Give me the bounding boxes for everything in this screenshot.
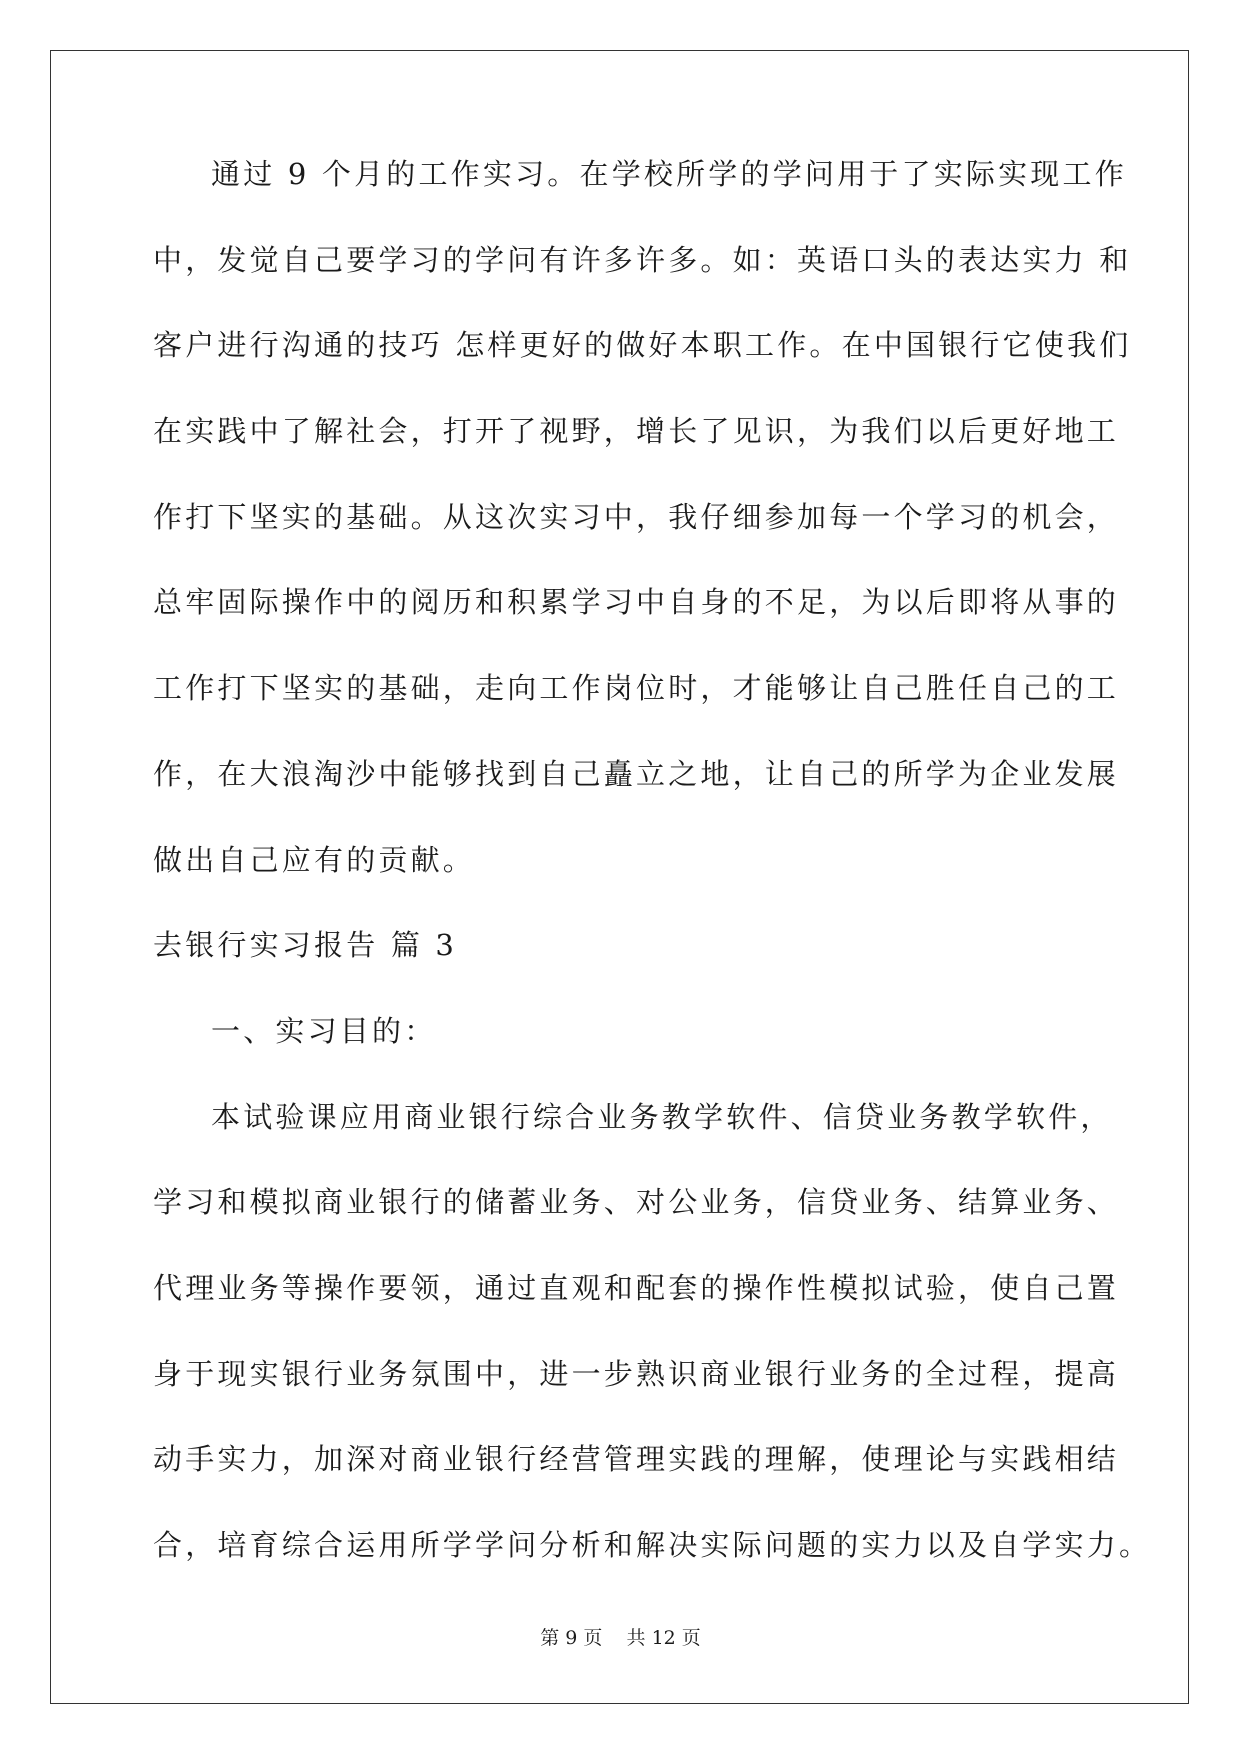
paragraph-line: 做出自己应有的贡献。	[153, 842, 476, 877]
paragraph-line: 中，发觉自己要学习的学问有许多许多。如：英语口头的表达实力 和	[153, 242, 1132, 277]
paragraph-line: 作，在大浪淘沙中能够找到自己矗立之地，让自己的所学为企业发展	[153, 756, 1120, 791]
paragraph-line: 动手实力，加深对商业银行经营管理实践的理解，使理论与实践相结	[153, 1442, 1120, 1477]
paragraph-line: 学习和模拟商业银行的储蓄业务、对公业务，信贷业务、结算业务、	[153, 1185, 1120, 1220]
paragraph-line: 总牢固际操作中的阅历和积累学习中自身的不足，为以后即将从事的	[153, 585, 1120, 620]
paragraph-line: 在实践中了解社会，打开了视野，增长了见识，为我们以后更好地工	[153, 414, 1120, 449]
page-number-footer: 第 9 页 共 12 页	[540, 1627, 701, 1649]
paragraph-line: 通过 9 个月的工作实习。在学校所学的学问用于了实际实现工作	[211, 157, 1127, 191]
paragraph-line: 身于现实银行业务氛围中，进一步熟识商业银行业务的全过程，提高	[153, 1356, 1120, 1391]
document-body	[153, 157, 1152, 1617]
section-heading: 去银行实习报告 篇 3	[153, 928, 458, 963]
paragraph-line: 作打下坚实的基础。从这次实习中，我仔细参加每一个学习的机会，	[153, 499, 1120, 534]
subsection-heading: 一、实习目的：	[211, 1013, 437, 1048]
paragraph-line: 工作打下坚实的基础，走向工作岗位时，才能够让自己胜任自己的工	[153, 671, 1120, 706]
paragraph-line: 代理业务等操作要领，通过直观和配套的操作性模拟试验，使自己置	[153, 1270, 1120, 1305]
paragraph-line: 本试验课应用商业银行综合业务教学软件、信贷业务教学软件，	[211, 1099, 1113, 1134]
paragraph-line: 合，培育综合运用所学学问分析和解决实际问题的实力以及自学实力。	[153, 1528, 1152, 1562]
paragraph-line: 客户进行沟通的技巧 怎样更好的做好本职工作。在中国银行它使我们	[153, 328, 1132, 363]
